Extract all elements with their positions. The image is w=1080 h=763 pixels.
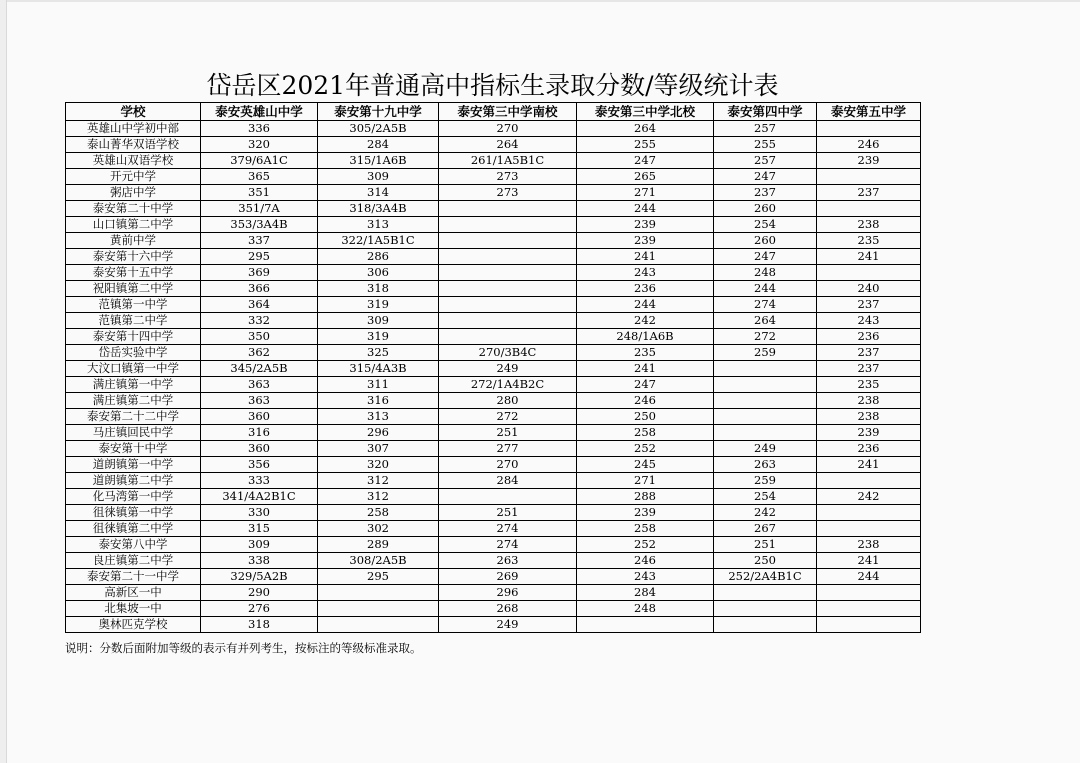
score-cell: 239 — [577, 233, 714, 249]
score-cell: 318/3A4B — [318, 201, 439, 217]
score-cell: 247 — [577, 377, 714, 393]
school-name-cell: 满庄镇第一中学 — [66, 377, 201, 393]
page-top-edge — [0, 0, 1080, 2]
school-name-cell: 泰安第十四中学 — [66, 329, 201, 345]
score-cell: 254 — [714, 489, 817, 505]
score-cell: 332 — [201, 313, 318, 329]
score-cell: 296 — [439, 585, 577, 601]
score-cell: 325 — [318, 345, 439, 361]
score-cell: 238 — [817, 409, 921, 425]
score-cell: 336 — [201, 121, 318, 137]
table-row — [66, 233, 921, 249]
score-cell — [439, 329, 577, 345]
score-cell: 248/1A6B — [577, 329, 714, 345]
school-name-cell: 高新区一中 — [66, 585, 201, 601]
table-row — [66, 409, 921, 425]
score-cell: 255 — [577, 137, 714, 153]
score-cell — [817, 601, 921, 617]
score-cell: 315/4A3B — [318, 361, 439, 377]
score-cell: 259 — [714, 473, 817, 489]
table-row — [66, 137, 921, 153]
score-cell: 270/3B4C — [439, 345, 577, 361]
score-cell — [318, 601, 439, 617]
score-cell — [714, 361, 817, 377]
score-cell: 379/6A1C — [201, 153, 318, 169]
score-cell: 316 — [201, 425, 318, 441]
score-cell: 271 — [577, 473, 714, 489]
score-cell: 258 — [577, 425, 714, 441]
table-row — [66, 617, 921, 633]
score-cell: 246 — [577, 393, 714, 409]
score-cell: 242 — [714, 505, 817, 521]
school-name-cell: 英雄山双语学校 — [66, 153, 201, 169]
table-row — [66, 329, 921, 345]
score-cell — [714, 585, 817, 601]
score-cell: 241 — [577, 249, 714, 265]
school-name-cell: 粥店中学 — [66, 185, 201, 201]
score-cell — [439, 313, 577, 329]
table-row — [66, 505, 921, 521]
score-cell: 356 — [201, 457, 318, 473]
score-cell: 247 — [714, 169, 817, 185]
table-row — [66, 585, 921, 601]
score-cell: 260 — [714, 201, 817, 217]
table-row — [66, 121, 921, 137]
score-cell: 242 — [817, 489, 921, 505]
score-cell: 338 — [201, 553, 318, 569]
score-cell: 274 — [439, 537, 577, 553]
score-cell: 351 — [201, 185, 318, 201]
score-cell: 236 — [817, 441, 921, 457]
score-cell: 258 — [577, 521, 714, 537]
score-cell: 316 — [318, 393, 439, 409]
header-no4: 泰安第四中学 — [714, 103, 817, 121]
score-cell: 318 — [201, 617, 318, 633]
score-cell: 257 — [714, 153, 817, 169]
score-cell: 235 — [817, 233, 921, 249]
score-cell: 237 — [817, 185, 921, 201]
score-cell: 235 — [577, 345, 714, 361]
score-cell: 240 — [817, 281, 921, 297]
score-cell: 238 — [817, 537, 921, 553]
table-row — [66, 169, 921, 185]
score-cell: 360 — [201, 409, 318, 425]
score-cell — [817, 201, 921, 217]
table-row — [66, 201, 921, 217]
table-row — [66, 313, 921, 329]
score-cell: 239 — [817, 153, 921, 169]
score-cell: 274 — [439, 521, 577, 537]
score-cell — [817, 521, 921, 537]
score-cell: 311 — [318, 377, 439, 393]
school-name-cell: 岱岳实验中学 — [66, 345, 201, 361]
score-cell: 238 — [817, 217, 921, 233]
score-cell — [714, 617, 817, 633]
score-cell — [318, 617, 439, 633]
score-cell: 252/2A4B1C — [714, 569, 817, 585]
score-cell: 272 — [439, 409, 577, 425]
document-title: 岱岳区2021年普通高中指标生录取分数/等级统计表 — [206, 71, 779, 100]
score-cell: 237 — [714, 185, 817, 201]
score-cell — [439, 217, 577, 233]
school-name-cell: 徂徕镇第二中学 — [66, 521, 201, 537]
score-cell — [817, 121, 921, 137]
school-name-cell: 泰安第十中学 — [66, 441, 201, 457]
table-row — [66, 457, 921, 473]
score-table — [65, 102, 921, 633]
score-cell: 263 — [714, 457, 817, 473]
score-cell: 272/1A4B2C — [439, 377, 577, 393]
school-name-cell: 奥林匹克学校 — [66, 617, 201, 633]
score-cell: 273 — [439, 169, 577, 185]
score-cell: 243 — [577, 569, 714, 585]
score-cell: 273 — [439, 185, 577, 201]
table-row — [66, 537, 921, 553]
score-cell: 280 — [439, 393, 577, 409]
score-cell: 345/2A5B — [201, 361, 318, 377]
score-cell: 277 — [439, 441, 577, 457]
header-no19: 泰安第十九中学 — [318, 103, 439, 121]
school-name-cell: 道朗镇第一中学 — [66, 457, 201, 473]
score-cell: 248 — [714, 265, 817, 281]
score-cell: 239 — [817, 425, 921, 441]
score-cell: 249 — [439, 617, 577, 633]
school-name-cell: 开元中学 — [66, 169, 201, 185]
score-cell: 308/2A5B — [318, 553, 439, 569]
score-cell: 243 — [817, 313, 921, 329]
score-cell: 330 — [201, 505, 318, 521]
score-cell: 365 — [201, 169, 318, 185]
header-no3-south: 泰安第三中学南校 — [439, 103, 577, 121]
table-row — [66, 249, 921, 265]
score-cell: 337 — [201, 233, 318, 249]
score-cell: 263 — [439, 553, 577, 569]
score-cell: 362 — [201, 345, 318, 361]
score-cell: 319 — [318, 297, 439, 313]
score-cell: 246 — [817, 137, 921, 153]
school-name-cell: 泰安第二十一中学 — [66, 569, 201, 585]
score-cell: 322/1A5B1C — [318, 233, 439, 249]
score-cell — [714, 377, 817, 393]
score-cell: 312 — [318, 473, 439, 489]
score-cell: 244 — [577, 297, 714, 313]
score-cell — [817, 169, 921, 185]
table-row — [66, 489, 921, 505]
score-cell: 250 — [714, 553, 817, 569]
score-cell: 295 — [318, 569, 439, 585]
score-cell: 244 — [817, 569, 921, 585]
score-cell: 268 — [439, 601, 577, 617]
score-cell: 366 — [201, 281, 318, 297]
score-cell — [318, 585, 439, 601]
score-cell: 258 — [318, 505, 439, 521]
score-cell — [439, 297, 577, 313]
footnote: 说明：分数后面附加等级的表示有并列考生，按标注的等级标准录取。 — [65, 641, 422, 655]
score-cell — [714, 425, 817, 441]
score-cell: 329/5A2B — [201, 569, 318, 585]
score-cell: 319 — [318, 329, 439, 345]
score-cell: 284 — [318, 137, 439, 153]
score-cell: 241 — [577, 361, 714, 377]
table-row — [66, 553, 921, 569]
table-body — [66, 121, 921, 633]
score-cell: 309 — [201, 537, 318, 553]
score-cell: 314 — [318, 185, 439, 201]
score-cell: 309 — [318, 313, 439, 329]
table-row — [66, 185, 921, 201]
score-cell: 241 — [817, 249, 921, 265]
school-name-cell: 化马湾第一中学 — [66, 489, 201, 505]
score-cell: 238 — [817, 393, 921, 409]
score-cell: 254 — [714, 217, 817, 233]
header-no5: 泰安第五中学 — [817, 103, 921, 121]
score-cell: 333 — [201, 473, 318, 489]
score-cell: 302 — [318, 521, 439, 537]
score-cell — [714, 601, 817, 617]
score-cell — [439, 233, 577, 249]
score-cell: 264 — [714, 313, 817, 329]
score-cell: 259 — [714, 345, 817, 361]
score-cell: 235 — [817, 377, 921, 393]
score-cell: 290 — [201, 585, 318, 601]
table-row — [66, 153, 921, 169]
score-cell: 296 — [318, 425, 439, 441]
score-cell: 272 — [714, 329, 817, 345]
score-cell — [439, 489, 577, 505]
score-cell: 364 — [201, 297, 318, 313]
table-header-row — [66, 103, 921, 121]
score-cell: 252 — [577, 441, 714, 457]
score-cell: 251 — [439, 505, 577, 521]
score-cell — [439, 249, 577, 265]
score-cell: 236 — [577, 281, 714, 297]
school-name-cell: 泰山菁华双语学校 — [66, 137, 201, 153]
score-cell: 239 — [577, 217, 714, 233]
school-name-cell: 徂徕镇第一中学 — [66, 505, 201, 521]
score-cell — [439, 201, 577, 217]
table-row — [66, 217, 921, 233]
score-cell: 250 — [577, 409, 714, 425]
score-cell: 241 — [817, 457, 921, 473]
header-no3-north: 泰安第三中学北校 — [577, 103, 714, 121]
school-name-cell: 大汶口镇第一中学 — [66, 361, 201, 377]
header-school: 学校 — [66, 103, 201, 121]
score-cell — [439, 265, 577, 281]
score-cell: 360 — [201, 441, 318, 457]
score-cell — [439, 281, 577, 297]
score-cell: 350 — [201, 329, 318, 345]
score-cell — [817, 617, 921, 633]
table-row — [66, 601, 921, 617]
score-cell: 247 — [714, 249, 817, 265]
table-row — [66, 297, 921, 313]
school-name-cell: 黄前中学 — [66, 233, 201, 249]
school-name-cell: 泰安第八中学 — [66, 537, 201, 553]
score-cell — [817, 265, 921, 281]
score-cell: 313 — [318, 217, 439, 233]
score-cell: 369 — [201, 265, 318, 281]
score-cell: 363 — [201, 393, 318, 409]
table-row — [66, 473, 921, 489]
score-cell: 341/4A2B1C — [201, 489, 318, 505]
table-row — [66, 361, 921, 377]
page-left-edge — [0, 0, 7, 763]
score-cell: 353/3A4B — [201, 217, 318, 233]
score-cell: 246 — [577, 553, 714, 569]
score-cell: 288 — [577, 489, 714, 505]
score-cell: 237 — [817, 297, 921, 313]
score-cell: 252 — [577, 537, 714, 553]
score-cell: 312 — [318, 489, 439, 505]
score-cell — [714, 409, 817, 425]
school-name-cell: 北集坡一中 — [66, 601, 201, 617]
score-cell: 306 — [318, 265, 439, 281]
table-row — [66, 569, 921, 585]
score-cell: 264 — [439, 137, 577, 153]
score-cell: 237 — [817, 361, 921, 377]
score-cell: 320 — [201, 137, 318, 153]
score-cell: 276 — [201, 601, 318, 617]
score-cell: 270 — [439, 121, 577, 137]
score-cell: 247 — [577, 153, 714, 169]
school-name-cell: 祝阳镇第二中学 — [66, 281, 201, 297]
score-cell: 320 — [318, 457, 439, 473]
score-cell — [714, 393, 817, 409]
score-cell: 305/2A5B — [318, 121, 439, 137]
school-name-cell: 满庄镇第二中学 — [66, 393, 201, 409]
score-cell: 274 — [714, 297, 817, 313]
score-cell: 244 — [577, 201, 714, 217]
score-cell — [817, 585, 921, 601]
school-name-cell: 泰安第十五中学 — [66, 265, 201, 281]
school-name-cell: 泰安第二十二中学 — [66, 409, 201, 425]
score-cell: 286 — [318, 249, 439, 265]
score-cell: 295 — [201, 249, 318, 265]
score-cell: 251 — [714, 537, 817, 553]
score-cell — [817, 505, 921, 521]
score-cell: 351/7A — [201, 201, 318, 217]
score-cell: 309 — [318, 169, 439, 185]
table-row — [66, 281, 921, 297]
school-name-cell: 范镇第二中学 — [66, 313, 201, 329]
score-cell: 245 — [577, 457, 714, 473]
school-name-cell: 山口镇第二中学 — [66, 217, 201, 233]
school-name-cell: 范镇第一中学 — [66, 297, 201, 313]
score-cell: 239 — [577, 505, 714, 521]
table-row — [66, 265, 921, 281]
score-cell: 269 — [439, 569, 577, 585]
score-cell — [817, 473, 921, 489]
score-cell: 315 — [201, 521, 318, 537]
table-row — [66, 345, 921, 361]
score-cell: 307 — [318, 441, 439, 457]
score-cell: 248 — [577, 601, 714, 617]
school-name-cell: 泰安第二十中学 — [66, 201, 201, 217]
score-cell: 236 — [817, 329, 921, 345]
school-name-cell: 道朗镇第二中学 — [66, 473, 201, 489]
score-cell: 243 — [577, 265, 714, 281]
score-cell: 270 — [439, 457, 577, 473]
score-cell: 244 — [714, 281, 817, 297]
score-cell: 313 — [318, 409, 439, 425]
score-cell: 265 — [577, 169, 714, 185]
table-row — [66, 393, 921, 409]
score-cell: 257 — [714, 121, 817, 137]
score-cell: 249 — [714, 441, 817, 457]
table-row — [66, 425, 921, 441]
score-cell — [577, 617, 714, 633]
score-cell: 318 — [318, 281, 439, 297]
score-cell: 255 — [714, 137, 817, 153]
score-cell: 249 — [439, 361, 577, 377]
score-cell: 284 — [439, 473, 577, 489]
header-yingxiongshan: 泰安英雄山中学 — [201, 103, 318, 121]
score-cell: 284 — [577, 585, 714, 601]
school-name-cell: 泰安第十六中学 — [66, 249, 201, 265]
score-cell: 271 — [577, 185, 714, 201]
score-cell: 363 — [201, 377, 318, 393]
score-cell: 251 — [439, 425, 577, 441]
score-cell: 267 — [714, 521, 817, 537]
score-cell: 289 — [318, 537, 439, 553]
table-row — [66, 521, 921, 537]
score-cell: 260 — [714, 233, 817, 249]
score-cell: 237 — [817, 345, 921, 361]
school-name-cell: 良庄镇第二中学 — [66, 553, 201, 569]
table-row — [66, 377, 921, 393]
school-name-cell: 马庄镇回民中学 — [66, 425, 201, 441]
score-cell: 315/1A6B — [318, 153, 439, 169]
score-cell: 241 — [817, 553, 921, 569]
score-cell: 242 — [577, 313, 714, 329]
table-row — [66, 441, 921, 457]
score-cell: 261/1A5B1C — [439, 153, 577, 169]
school-name-cell: 英雄山中学初中部 — [66, 121, 201, 137]
score-cell: 264 — [577, 121, 714, 137]
